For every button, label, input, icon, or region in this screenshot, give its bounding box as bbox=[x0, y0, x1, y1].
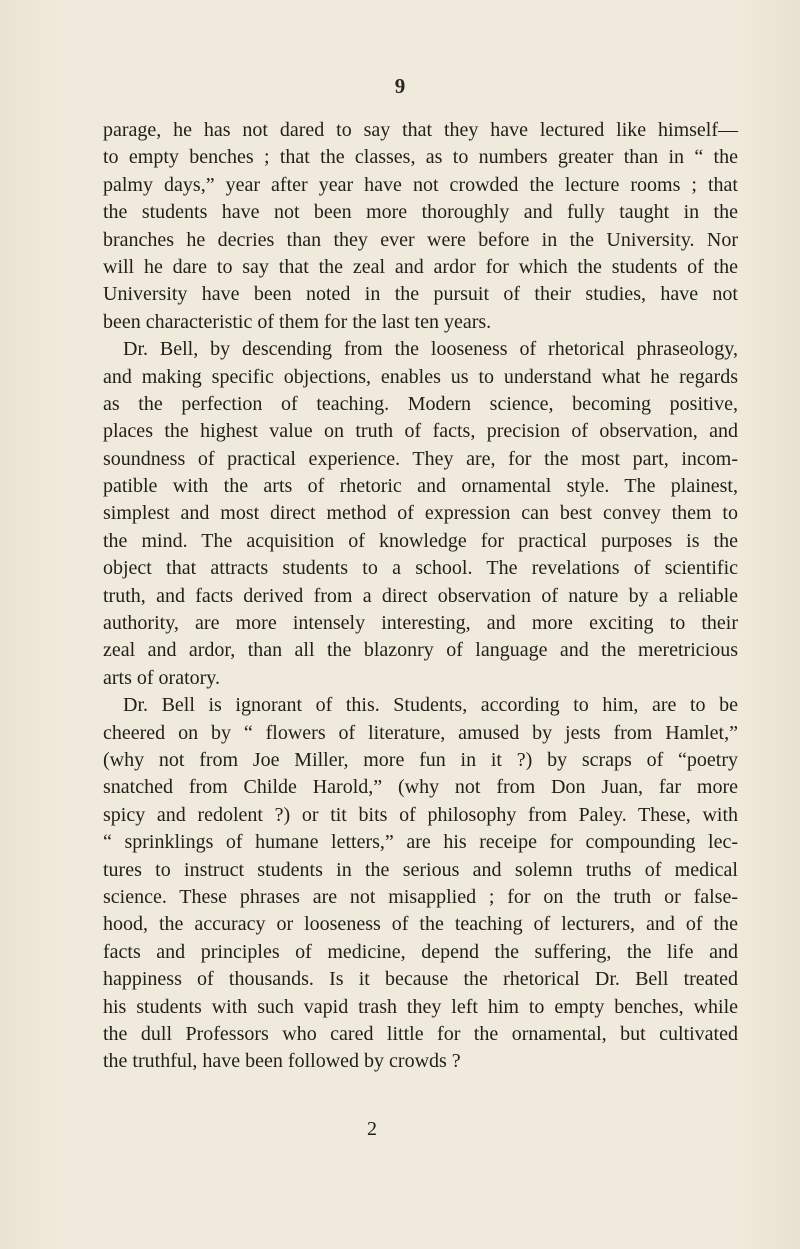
text-line: “ sprinklings of humane letters,” are his receipe for compounding lec- bbox=[103, 831, 738, 854]
text-line: spicy and redolent ?) or tit bits of philosophy from Paley. These, with bbox=[103, 803, 738, 826]
text-line: the dull Professors who cared little for the ornamental, but cultivated bbox=[103, 1022, 738, 1045]
text-line: and making specific objections, enables us to understand what he regards bbox=[103, 365, 738, 388]
body-text bbox=[103, 117, 738, 1076]
text-line: happiness of thousands. Is it because the rhetorical Dr. Bell treated bbox=[103, 968, 738, 991]
text-line: as the perfection of teaching. Modern science, becoming positive, bbox=[103, 392, 738, 415]
text-line: soundness of practical experience. They are, for the most part, incom- bbox=[103, 447, 738, 470]
text-line: cheered on by “ flowers of literature, amused by jests from Hamlet,” bbox=[103, 721, 738, 744]
text-line: the mind. The acquisition of knowledge for practical purposes is the bbox=[103, 529, 738, 552]
text-line: authority, are more intensely interesting, and more exciting to their bbox=[103, 612, 738, 635]
text-line: (why not from Joe Miller, more fun in it ?) by scraps of “poetry bbox=[103, 748, 738, 771]
text-line: to empty benches ; that the classes, as to numbers greater than in “ the bbox=[103, 146, 738, 169]
paragraph bbox=[103, 692, 738, 1075]
text-line: snatched from Childe Harold,” (why not from Don Juan, far more bbox=[103, 776, 738, 799]
text-line: the students have not been more thoroughly and fully taught in the bbox=[103, 201, 738, 224]
text-line: branches he decries than they ever were before in the University. Nor bbox=[103, 228, 738, 251]
text-line: University have been noted in the pursuit of their studies, have not bbox=[103, 283, 738, 306]
text-line: hood, the accuracy or looseness of the teaching of lecturers, and of the bbox=[103, 913, 738, 936]
text-line: zeal and ardor, than all the blazonry of language and the meretricious bbox=[103, 639, 738, 662]
text-line: places the highest value on truth of facts, precision of observation, and bbox=[103, 420, 738, 443]
text-line: patible with the arts of rhetoric and ornamental style. The plainest, bbox=[103, 475, 738, 498]
text-line: Dr. Bell is ignorant of this. Students, according to him, are to be bbox=[123, 694, 738, 717]
text-line: palmy days,” year after year have not crowded the lecture rooms ; that bbox=[103, 173, 738, 196]
paragraph bbox=[103, 117, 738, 336]
text-line: will he dare to say that the zeal and ardor for which the students of the bbox=[103, 255, 738, 278]
text-line: parage, he has not dared to say that they have lectured like himself— bbox=[103, 119, 738, 141]
text-line: arts of oratory. bbox=[103, 666, 220, 689]
text-line: been characteristic of them for the last ten years. bbox=[103, 310, 492, 333]
text-line: simplest and most direct method of expression can best convey them to bbox=[103, 502, 738, 525]
text-line: object that attracts students to a school. The revelations of scientific bbox=[103, 557, 738, 580]
paragraph bbox=[103, 336, 738, 692]
page-number: 9 bbox=[394, 74, 406, 98]
text-line: Dr. Bell, by descending from the looseness of rhetorical phraseology, bbox=[123, 338, 738, 361]
text-line: tures to instruct students in the serious and solemn truths of medical bbox=[103, 858, 738, 881]
text-line: facts and principles of medicine, depend the suffering, the life and bbox=[103, 940, 738, 963]
text-line: the truthful, have been followed by crowds ? bbox=[103, 1050, 461, 1073]
text-line: science. These phrases are not misapplied ; for on the truth or false- bbox=[103, 885, 738, 908]
signature-mark: 2 bbox=[367, 1118, 377, 1140]
text-line: truth, and facts derived from a direct observation of nature by a reliable bbox=[103, 584, 738, 607]
text-line: his students with such vapid trash they left him to empty benches, while bbox=[103, 995, 738, 1018]
